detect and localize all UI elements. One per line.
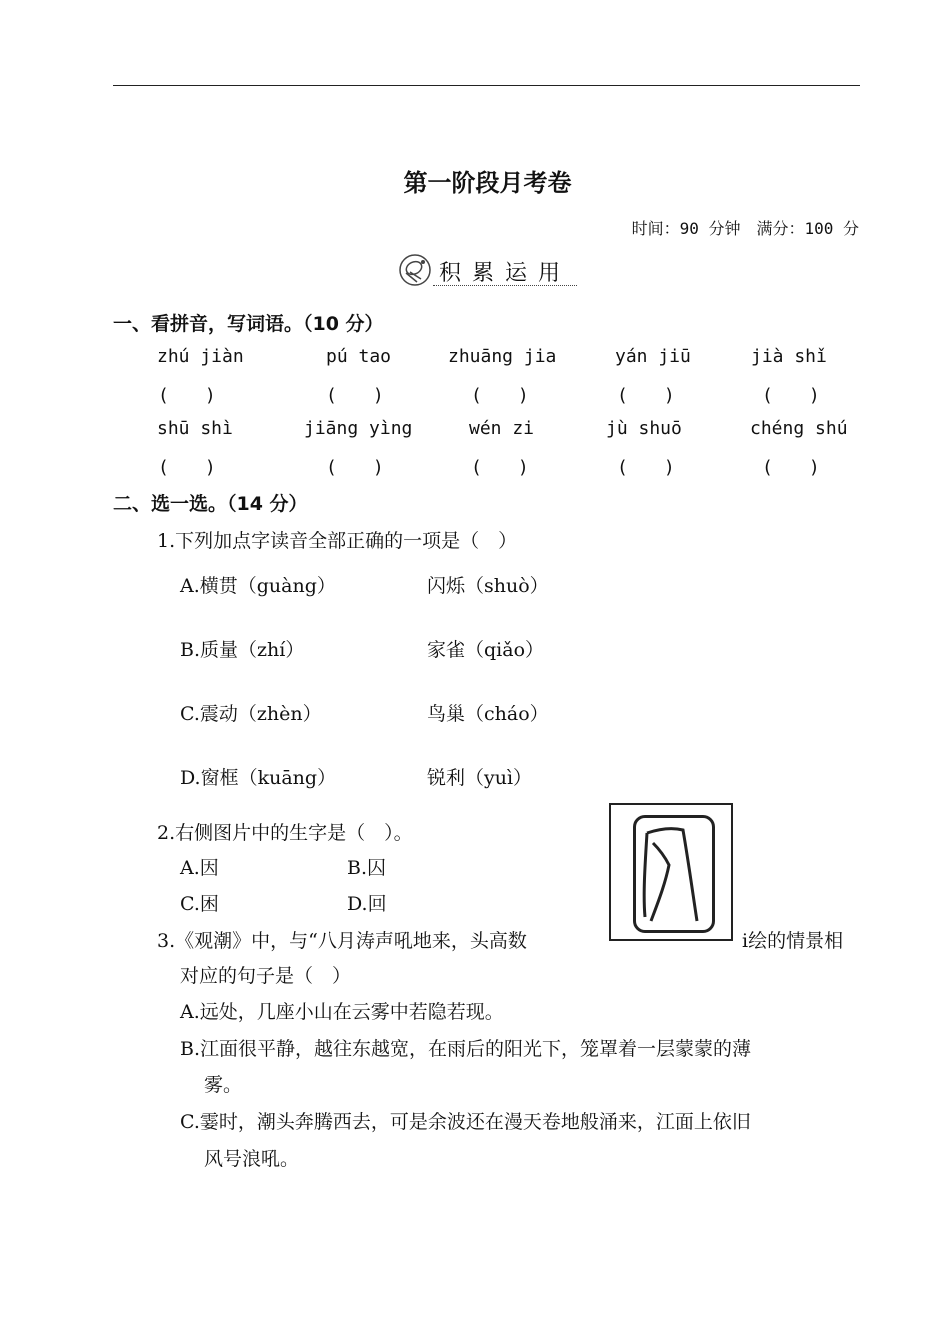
- q1-option-c-1[interactable]: C.震动（zhèn）: [180, 703, 322, 725]
- question-3-stem-right: i绘的情景相: [742, 930, 844, 952]
- question-3-stem: 3.《观潮》中，与“八月涛声吼地来，头高数: [157, 930, 527, 952]
- answer-blank[interactable]: ( ): [617, 385, 675, 406]
- pinyin-3: zhuāng jia: [448, 346, 557, 367]
- pinyin-9: jù shuō: [606, 418, 682, 439]
- banner-underline: [433, 285, 577, 286]
- q3-option-c[interactable]: C.霎时，潮头奔腾西去，可是余波还在漫天卷地般涌来，江面上依旧: [180, 1111, 751, 1133]
- q3-option-a[interactable]: A.远处，几座小山在云雾中若隐若现。: [180, 1001, 504, 1023]
- q1-option-a-1[interactable]: A.横贯（guàng）: [180, 575, 336, 597]
- pinyin-6: shū shì: [157, 418, 233, 439]
- q1-option-b-2: 家雀（qiǎo）: [427, 639, 545, 661]
- q1-option-d-2: 锐利（yuì）: [427, 767, 533, 789]
- q3-option-b-cont: 雾。: [204, 1074, 243, 1096]
- q3-option-c-cont: 风号浪吼。: [204, 1148, 300, 1170]
- drum-icon: [397, 252, 433, 288]
- q2-option-c[interactable]: C.困: [180, 893, 219, 915]
- q1-option-d-1[interactable]: D.窗框（kuāng）: [180, 767, 337, 789]
- header-rule: [113, 85, 860, 86]
- pinyin-5: jià shǐ: [751, 346, 827, 367]
- answer-blank[interactable]: ( ): [762, 385, 820, 406]
- q1-option-a-2: 闪烁（shuò）: [427, 575, 549, 597]
- pinyin-1: zhú jiàn: [157, 346, 244, 367]
- pinyin-10: chéng shú: [750, 418, 848, 439]
- seal-glyph-icon: [611, 805, 731, 939]
- answer-blank[interactable]: ( ): [158, 457, 216, 478]
- q1-option-c-2: 鸟巢（cháo）: [427, 703, 549, 725]
- exam-meta: 时间：90 分钟 满分：100 分: [631, 219, 859, 238]
- q2-option-a[interactable]: A.因: [180, 857, 219, 879]
- section-2-heading: 二、选一选。（14 分）: [113, 493, 308, 515]
- section-1-heading: 一、看拼音，写词语。（10 分）: [113, 313, 384, 335]
- pinyin-8: wén zi: [469, 418, 535, 439]
- answer-blank[interactable]: ( ): [762, 457, 820, 478]
- q2-option-d[interactable]: D.回: [347, 893, 387, 915]
- pinyin-4: yán jiū: [615, 346, 691, 367]
- page-title: 第一阶段月考卷: [403, 169, 572, 197]
- question-2-stem: 2.右侧图片中的生字是（ ）。: [157, 822, 413, 844]
- pinyin-2: pú tao: [326, 346, 392, 367]
- answer-blank[interactable]: ( ): [471, 457, 529, 478]
- answer-blank[interactable]: ( ): [326, 457, 384, 478]
- question-1-stem: 1.下列加点字读音全部正确的一项是（ ）: [157, 530, 518, 552]
- answer-blank[interactable]: ( ): [471, 385, 529, 406]
- answer-blank[interactable]: ( ): [326, 385, 384, 406]
- question-3-stem-line2: 对应的句子是（ ）: [180, 965, 352, 987]
- q3-option-b[interactable]: B.江面很平静，越往东越宽，在雨后的阳光下，笼罩着一层蒙蒙的薄: [180, 1038, 752, 1060]
- q2-option-b[interactable]: B.囚: [347, 857, 387, 879]
- banner-label: 积累运用: [439, 261, 572, 286]
- seal-character-image: [609, 803, 733, 941]
- pinyin-7: jiāng yìng: [304, 418, 413, 439]
- q1-option-b-1[interactable]: B.质量（zhí）: [180, 639, 305, 661]
- answer-blank[interactable]: ( ): [158, 385, 216, 406]
- answer-blank[interactable]: ( ): [617, 457, 675, 478]
